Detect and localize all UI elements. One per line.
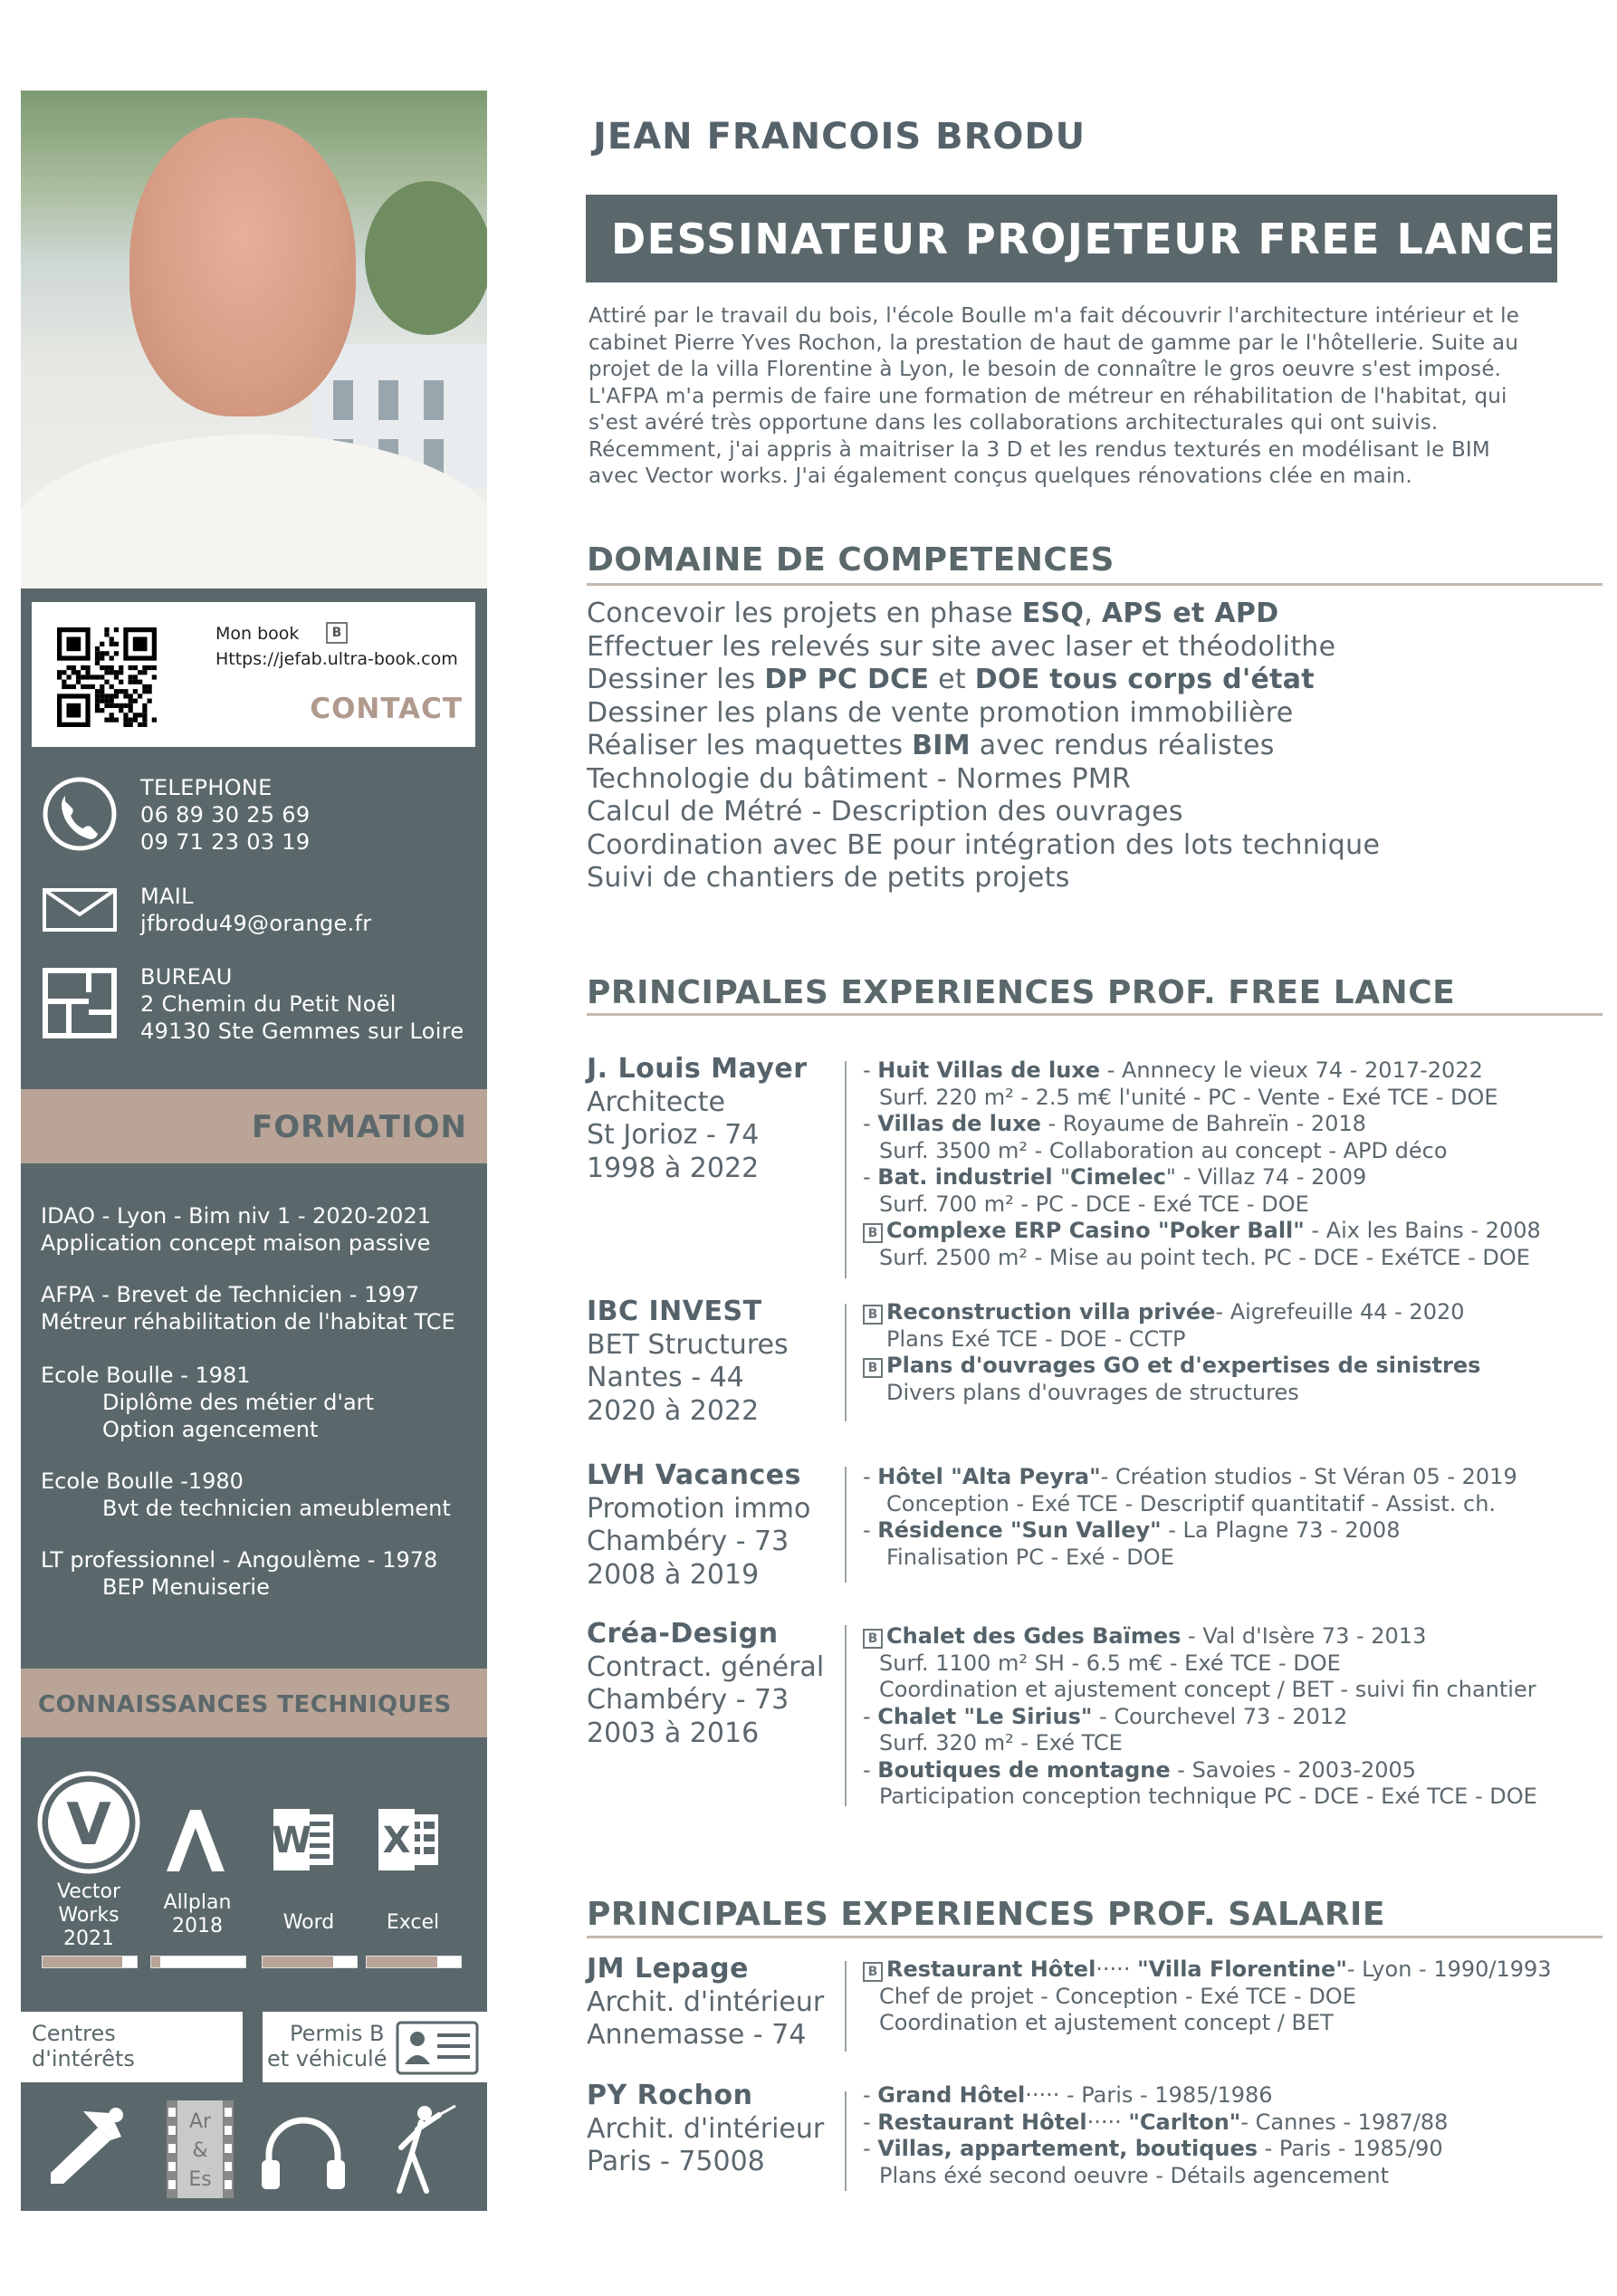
intro-line: Attiré par le travail du bois, l'école Boulle m'a fait découvrir l'architecture intérieur et le (588, 304, 1520, 328)
salarie-rule (587, 1936, 1603, 1938)
competence-line-segment: , (1084, 598, 1102, 629)
experience-line-segment: Chalet "Le Sirius" (877, 1703, 1093, 1729)
experience-line (863, 1218, 1541, 1245)
experience-line-segment: - La Plagne 73 - 2008 (1161, 1517, 1401, 1543)
experience-line-segment: Surf. 2500 m² - Mise au point tech. PC - DCE - ExéTCE - DOE (879, 1244, 1530, 1270)
competences-list (587, 598, 1380, 895)
photo-tree (365, 181, 487, 335)
office-plan-icon (42, 967, 118, 1039)
mail-label: MAIL (140, 884, 194, 909)
experience-line (863, 1326, 1480, 1354)
freelance-rule (587, 1013, 1603, 1016)
phone-number-2[interactable]: 09 71 23 03 19 (140, 829, 311, 855)
competence-line-segment: Suivi de chantiers de petits projets (587, 862, 1070, 894)
formation-item (41, 1468, 451, 1522)
experience-line (863, 1245, 1541, 1272)
experience-line-segment: Coordination et ajustement concept / BET (879, 2010, 1334, 2035)
experience-line-segment: Huit Villas de luxe (877, 1057, 1101, 1083)
intro-paragraph (588, 303, 1566, 491)
experience-line-segment: Chalet des Gdes Baïmes (886, 1623, 1182, 1649)
experience-line-segment: - Annnecy le vieux 74 - 2017-2022 (1100, 1057, 1483, 1083)
film-letter-1: Ar (188, 2110, 212, 2133)
excel-icon (377, 1807, 442, 1872)
employer-block (587, 2080, 824, 2179)
ultra-book-icon: B (863, 1358, 883, 1378)
experience-line-segment: Coordination et ajustement concept / BET - suivi fin chantier (879, 1677, 1536, 1702)
experience-line (863, 1164, 1541, 1191)
salarie-heading: PRINCIPALES EXPERIENCES PROF. SALARIE (587, 1896, 1386, 1933)
experience-line (863, 1138, 1541, 1165)
employer-info: BET Structures (587, 1328, 789, 1361)
job-title-bar (586, 195, 1557, 282)
employer-info: 1998 à 2022 (587, 1152, 760, 1184)
experience-line (863, 1380, 1480, 1407)
office-address-2: 49130 Ste Gemmes sur Loire (140, 1019, 464, 1044)
mail-address[interactable]: jfbrodu49@orange.fr (140, 911, 372, 936)
employer-block (587, 1953, 824, 2052)
experience-line-segment: " (1060, 1164, 1071, 1190)
employer-name: J. Louis Mayer (587, 1053, 808, 1085)
experience-line-segment: Villas, appartement, boutiques (877, 2136, 1258, 2161)
vectorworks-letter: V (66, 1792, 111, 1859)
competence-line-segment: BIM (912, 730, 971, 761)
experience-line-segment: - Cannes - 1987/88 (1240, 2109, 1449, 2135)
employer-info: Archit. d'intérieur (587, 2112, 825, 2145)
competence-line (587, 631, 1380, 665)
skill-level-fill (43, 1956, 122, 1967)
formation-title: LT professionnel - Angoulème - 1978 (41, 1547, 438, 1573)
experience-line (863, 1299, 1480, 1326)
mail-icon (42, 887, 118, 933)
job-title: DESSINATEUR PROJETEUR FREE LANCE (611, 215, 1556, 263)
experience-line-segment: - (863, 1057, 878, 1083)
experience-line-segment: Résidence "Sun Valley" (877, 1517, 1162, 1543)
formation-item (41, 1546, 437, 1601)
experience-line (863, 1677, 1537, 1704)
skill-level-bar (42, 1956, 138, 1968)
formation-title: Ecole Boulle - 1981 (41, 1363, 251, 1388)
employer-name: IBC INVEST (587, 1296, 762, 1327)
employer-info: Promotion immo (587, 1492, 811, 1525)
person-name: JEAN FRANCOIS BRODU (593, 116, 1086, 158)
skill-label-line: 2021 (63, 1928, 114, 1950)
competence-line-segment: DP PC DCE (764, 664, 930, 695)
formation-item (41, 1202, 431, 1257)
experience-line-segment: - Val d'Isère 73 - 2013 (1181, 1623, 1427, 1649)
experience-line (863, 1984, 1552, 2011)
competence-line (587, 862, 1380, 895)
ultra-book-icon: B (863, 1962, 883, 1982)
formation-detail: Application concept maison passive (41, 1230, 431, 1256)
experience-line-segment: - (863, 2082, 878, 2108)
experience-line (863, 2136, 1448, 2163)
employer-info: Chambéry - 73 (587, 1526, 789, 1557)
experience-line (863, 1730, 1537, 1757)
competence-line-segment: Dessiner les plans de vente promotion immobilière (587, 696, 1294, 729)
experience-line-segment: - (863, 1464, 878, 1489)
experience-line-segment: Hôtel "Alta Peyra" (877, 1464, 1101, 1489)
intro-line: projet de la villa Florentine à Lyon, le besoin de connaître le gros oeuvre s'est imposé. (588, 358, 1502, 381)
skill-level-fill (367, 1956, 437, 1967)
timeline-divider (845, 1625, 847, 1806)
employer-block (587, 1053, 808, 1185)
experience-line (863, 1545, 1517, 1572)
skill-label-line: 2018 (172, 1915, 223, 1937)
employer-info: Paris - 75008 (587, 2146, 765, 2177)
phone-number-1[interactable]: 06 89 30 25 69 (140, 802, 311, 828)
intro-line: s'est avéré très opportune dans les collaborations architecturales qui ont suivis. (588, 411, 1439, 435)
competence-line-segment: Effectuer les relevés sur site avec laser et théodolithe (587, 630, 1336, 663)
competence-line (587, 664, 1380, 697)
skill-label (359, 1911, 467, 1935)
license-label-1: Permis B (290, 2021, 385, 2046)
employer-name: LVH Vacances (587, 1459, 801, 1491)
driving-license-icon (396, 2021, 479, 2075)
formation-detail: Diplôme des métier d'art (102, 1390, 374, 1415)
employer-name: JM Lepage (587, 1953, 749, 1985)
experience-line (863, 1191, 1541, 1219)
skill-level-fill (151, 1956, 160, 1967)
experience-line-segment: - Savoies - 2003-2005 (1170, 1756, 1417, 1783)
competences-heading: DOMAINE DE COMPETENCES (587, 541, 1115, 579)
skill-label (34, 1880, 143, 1951)
skill-label-line: Works (58, 1904, 120, 1927)
experience-line (863, 1057, 1541, 1085)
competence-line-segment: Technologie du bâtiment - Normes PMR (587, 762, 1132, 795)
experience-line-segment: - Création studios - St Véran 05 - 2019 (1100, 1464, 1517, 1489)
experience-line-segment: - (863, 1517, 878, 1543)
word-letter: W (272, 1820, 312, 1861)
skill-level-fill (263, 1956, 333, 1967)
competence-line-segment: Calcul de Métré - Description des ouvrages (587, 796, 1183, 828)
skill-label-line: Allplan (163, 1891, 232, 1914)
skill-label-line: Vector (56, 1880, 121, 1903)
employer-info: Chambéry - 73 (587, 1684, 789, 1716)
competence-line-segment: et (929, 664, 975, 695)
timeline-divider (845, 1961, 847, 2052)
skill-label (254, 1911, 363, 1935)
experience-line-segment: "Villa Florentine" (1137, 1956, 1347, 1982)
experience-line-segment: ····· (1096, 1956, 1138, 1982)
competence-line (587, 796, 1380, 829)
skill-label-line: Excel (386, 1911, 440, 1934)
phone-label: TELEPHONE (140, 775, 273, 800)
experience-line-segment: - Royaume de Bahreïn - 2018 (1040, 1111, 1366, 1136)
skill-label (143, 1891, 252, 1938)
phone-icon (42, 776, 118, 852)
office-address-1: 2 Chemin du Petit Noël (140, 991, 397, 1017)
skill-level-bar (262, 1956, 358, 1968)
experience-line (863, 1956, 1552, 1984)
qr-code-icon[interactable] (57, 627, 157, 727)
experience-line-segment: Surf. 700 m² - PC - DCE - Exé TCE - DOE (879, 1191, 1309, 1217)
film-letter-3: Es (188, 2168, 212, 2191)
intro-line: Récemment, j'ai appris à maitriser la 3 D et les rendus texturés en modélisant le BIM (588, 437, 1490, 462)
timeline-divider (845, 2091, 847, 2191)
experience-detail-block (863, 1956, 1552, 2037)
ultra-book-icon: B (863, 1223, 883, 1243)
book-url-link[interactable]: Https://jefab.ultra-book.com (215, 649, 458, 669)
employer-info: 2008 à 2019 (587, 1558, 760, 1591)
experience-line-segment: Surf. 3500 m² - Collaboration au concept - APD déco (879, 1137, 1448, 1163)
experience-line (863, 2163, 1448, 2190)
skill-label-line: Word (282, 1911, 335, 1934)
experience-detail-block (863, 1464, 1517, 1571)
ultra-book-icon: B (326, 622, 348, 644)
interests-label-1: Centres (32, 2021, 116, 2046)
experience-line (863, 2109, 1448, 2137)
ultra-book-icon: B (863, 1629, 883, 1649)
experience-line-segment: Surf. 1100 m² SH - 6.5 m€ - Exé TCE - DOE (879, 1650, 1341, 1676)
experience-line-segment: Surf. 220 m² - 2.5 m€ l'unité - PC - Vente - Exé TCE - DOE (879, 1084, 1498, 1110)
employer-info: Contract. général (587, 1650, 825, 1683)
experience-line-segment: - Courchevel 73 - 2012 (1092, 1703, 1348, 1729)
vectorworks-icon (36, 1770, 141, 1875)
experience-line-segment: - (863, 1164, 878, 1190)
formation-detail: Option agencement (102, 1417, 319, 1442)
skill-level-bar (150, 1956, 246, 1968)
experience-line-segment: ····· - Paris - 1985/1986 (1025, 2082, 1273, 2108)
experience-detail-block (863, 1623, 1537, 1811)
word-icon (272, 1807, 337, 1872)
experience-line-segment: Cimelec (1070, 1164, 1166, 1190)
employer-block (587, 1459, 810, 1592)
experience-line (863, 1517, 1517, 1545)
experience-line (863, 1784, 1537, 1811)
competence-line-segment: Réaliser les maquettes (587, 730, 913, 761)
competence-line (587, 730, 1380, 763)
film-strip-icon (163, 2099, 237, 2200)
allplan-icon (163, 1806, 228, 1875)
formation-item (41, 1281, 455, 1335)
experience-line-segment: Bat. industriel (877, 1164, 1060, 1190)
experience-line-segment: - Aix les Bains - 2008 (1304, 1218, 1541, 1243)
profile-photo (21, 91, 487, 588)
experience-line (863, 1704, 1537, 1731)
formation-detail: Bvt de technicien ameublement (102, 1496, 451, 1521)
formation-title: AFPA - Brevet de Technicien - 1997 (41, 1282, 420, 1307)
experience-line-segment: Divers plans d'ouvrages de structures (886, 1379, 1299, 1405)
experience-line (863, 1111, 1541, 1138)
experience-line-segment: Restaurant Hôtel (877, 2109, 1087, 2135)
experience-line-segment: - (863, 1111, 878, 1136)
intro-line: cabinet Pierre Yves Rochon, la prestation de haut de gamme par le l'hôtellerie. Suite au (588, 330, 1519, 355)
office-label: BUREAU (140, 964, 233, 990)
experience-line-segment: " - Villaz 74 - 2009 (1165, 1164, 1367, 1190)
employer-info: 2020 à 2022 (587, 1394, 760, 1427)
experience-line (863, 1491, 1517, 1518)
experience-line-segment: Participation conception technique PC - DCE - Exé TCE - DOE (879, 1784, 1537, 1809)
competence-line (587, 829, 1380, 863)
freelance-heading: PRINCIPALES EXPERIENCES PROF. FREE LANCE (587, 974, 1456, 1011)
competence-line-segment: Dessiner les (587, 664, 765, 695)
ultra-book-icon: B (863, 1305, 883, 1325)
experience-line-segment: - Lyon - 1990/1993 (1346, 1956, 1552, 1982)
contact-heading: CONTACT (310, 693, 463, 725)
experience-line-segment: - Paris - 1985/90 (1258, 2136, 1443, 2161)
competence-line-segment: APS et APD (1101, 598, 1279, 629)
competence-line-segment: ESQ (1021, 598, 1085, 629)
experience-line-segment: Plans Exé TCE - DOE - CCTP (886, 1325, 1186, 1352)
experience-line (863, 1623, 1537, 1650)
experience-line (863, 1757, 1537, 1784)
competence-line (587, 763, 1380, 797)
experience-line (863, 1464, 1517, 1491)
employer-name: Créa-Design (587, 1618, 779, 1650)
competence-line (587, 697, 1380, 731)
film-letter-2: & (192, 2139, 208, 2162)
employer-info: St Jorioz - 74 (587, 1119, 760, 1151)
timeline-divider (845, 1061, 847, 1278)
formation-item (41, 1362, 374, 1443)
experience-detail-block (863, 1057, 1541, 1271)
excel-letter: X (382, 1820, 411, 1861)
timeline-divider (845, 1304, 847, 1421)
skills-heading: CONNAISSANCES TECHNIQUES (38, 1691, 452, 1718)
experience-line (863, 2082, 1448, 2109)
formation-title: Ecole Boulle -1980 (41, 1468, 244, 1494)
employer-name: PY Rochon (587, 2080, 753, 2111)
experience-line-segment: Villas de luxe (877, 1111, 1041, 1136)
intro-line: avec Vector works. J'ai également conçus quelques rénovations clée en main. (588, 464, 1412, 488)
experience-line-segment: - (863, 2109, 878, 2135)
golfer-icon (376, 2102, 466, 2196)
experience-line-segment: Conception - Exé TCE - Descriptif quantitatif - Assist. ch. (886, 1490, 1497, 1516)
timeline-divider (845, 1467, 847, 1583)
headphones-icon (258, 2111, 349, 2193)
contact-box (32, 602, 475, 747)
interests-box (21, 2012, 243, 2082)
formation-title: IDAO - Lyon - Bim niv 1 - 2020-2021 (41, 1203, 431, 1229)
experience-line-segment: Boutiques de montagne (877, 1756, 1171, 1783)
experience-line-segment: Chef de projet - Conception - Exé TCE - DOE (879, 1983, 1356, 2009)
employer-info: 2003 à 2016 (587, 1717, 760, 1749)
experience-line-segment: - (863, 1756, 878, 1783)
employer-info: Nantes - 44 (587, 1362, 744, 1393)
experience-detail-block (863, 2082, 1448, 2189)
experience-line-segment: Restaurant Hôtel (886, 1956, 1096, 1982)
experience-line-segment: "Carlton" (1128, 2109, 1241, 2135)
competence-line (587, 598, 1380, 631)
experience-line-segment: Plans d'ouvrages GO et d'expertises de sinistres (886, 1353, 1481, 1378)
interests-label-2: d'intérêts (32, 2046, 135, 2071)
experience-line-segment: Plans éxé second oeuvre - Détails agencement (879, 2162, 1389, 2188)
formation-heading: FORMATION (251, 1109, 467, 1145)
employer-info: Archit. d'intérieur (587, 1985, 825, 2018)
experience-line (863, 1353, 1480, 1380)
experience-line (863, 1085, 1541, 1112)
experience-line-segment: ····· (1086, 2109, 1129, 2135)
formation-detail: BEP Menuiserie (102, 1574, 270, 1600)
experience-line-segment: Grand Hôtel (877, 2082, 1026, 2108)
competence-line-segment: DOE tous corps d'état (974, 664, 1315, 695)
competence-line-segment: avec rendus réalistes (970, 730, 1275, 761)
woodwork-plane-icon (43, 2100, 134, 2191)
formation-detail: Métreur réhabilitation de l'habitat TCE (41, 1309, 455, 1335)
employer-block (587, 1618, 824, 1750)
book-label: Mon book (215, 624, 300, 644)
experience-line-segment: Complexe ERP Casino "Poker Ball" (886, 1218, 1305, 1243)
experience-line-segment: Surf. 320 m² - Exé TCE (879, 1730, 1123, 1755)
intro-line: L'AFPA m'a permis de faire une formation de métreur en réhabilitation de l'habitat, qui (588, 384, 1507, 408)
experience-detail-block (863, 1299, 1480, 1406)
photo-face (129, 118, 356, 416)
employer-info: Architecte (587, 1086, 725, 1118)
experience-line-segment: - Aigrefeuille 44 - 2020 (1215, 1299, 1465, 1325)
competence-line-segment: Coordination avec BE pour intégration des lots technique (587, 828, 1381, 861)
experience-line-segment: Reconstruction villa privée (886, 1299, 1216, 1325)
competence-line-segment: Concevoir les projets en phase (587, 598, 1022, 629)
competences-rule (587, 583, 1603, 586)
experience-line (863, 1650, 1537, 1678)
experience-line-segment: - (863, 1703, 878, 1729)
experience-line (863, 2010, 1552, 2037)
experience-line-segment: - (863, 2136, 878, 2161)
employer-info: Annemasse - 74 (587, 2019, 807, 2051)
license-label-2: et véhiculé (267, 2046, 388, 2071)
skill-level-bar (366, 1956, 462, 1968)
experience-line-segment: Finalisation PC - Exé - DOE (886, 1544, 1174, 1570)
employer-block (587, 1296, 789, 1428)
